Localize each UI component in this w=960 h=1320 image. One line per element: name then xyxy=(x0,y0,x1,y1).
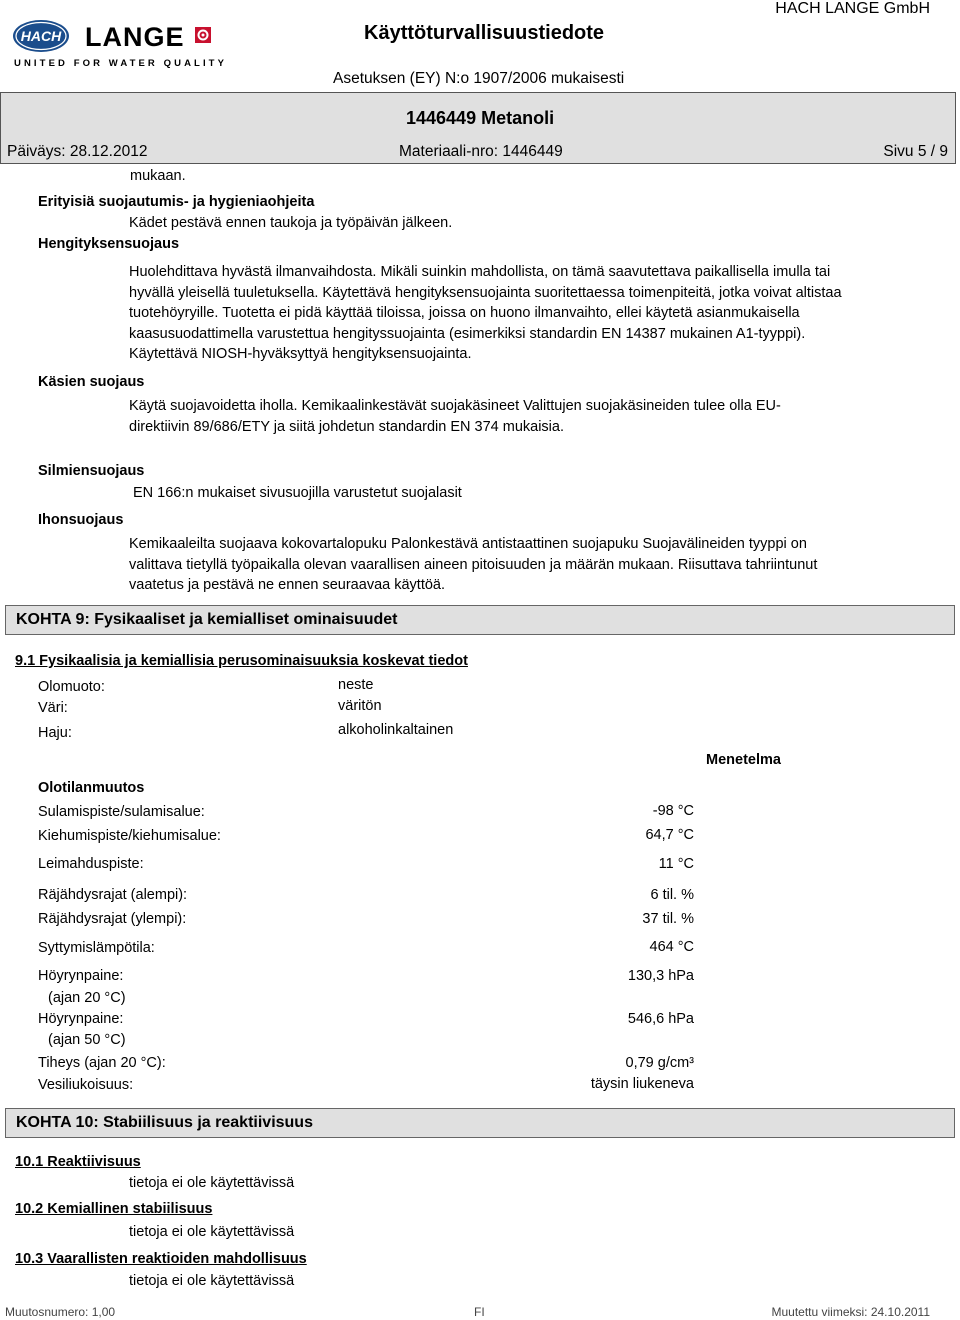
regulation-text: Asetuksen (EY) N:o 1907/2006 mukaisesti xyxy=(333,70,625,87)
section-10-title: KOHTA 10: Stabiilisuus ja reaktiivisuus xyxy=(5,1108,955,1138)
hach-logo-text: HACH xyxy=(20,28,62,44)
eye-protection-text: EN 166:n mukaiset sivusuojilla varustetut suojalasit xyxy=(133,485,462,501)
property-value: neste xyxy=(338,677,374,693)
property-label: Kiehumispiste/kiehumisalue: xyxy=(38,828,221,844)
footer-language: FI xyxy=(474,1305,485,1319)
property-value: väritön xyxy=(338,698,382,714)
footer-revision: Muutosnumero: 1,00 xyxy=(5,1305,116,1319)
hand-protection-heading: Käsien suojaus xyxy=(38,374,145,390)
property-value: 0,79 g/cm³ xyxy=(625,1055,694,1071)
property-label: Olomuoto: xyxy=(38,679,105,695)
property-value: 64,7 °C xyxy=(645,827,694,843)
property-label: Väri: xyxy=(38,700,68,716)
hygiene-text: Kädet pestävä ennen taukoja ja työpäivän jälkeen. xyxy=(129,215,453,231)
property-label: Syttymislämpötila: xyxy=(38,940,155,956)
product-name: 1446449 Metanoli xyxy=(406,108,555,128)
property-value: 37 til. % xyxy=(642,911,694,927)
respiratory-heading: Hengityksensuojaus xyxy=(38,236,180,252)
lange-target-icon xyxy=(195,27,211,43)
property-label: Höyrynpaine: xyxy=(38,1011,124,1027)
property-label: Haju: xyxy=(38,725,72,741)
document-title: Käyttöturvallisuustiedote xyxy=(364,22,605,44)
hygiene-heading: Erityisiä suojautumis- ja hygieniaohjeita xyxy=(38,194,315,210)
property-value: alkoholinkaltainen xyxy=(338,722,454,738)
property-value: -98 °C xyxy=(652,803,694,819)
page-number: Sivu 5 / 9 xyxy=(883,143,948,160)
property-value: 546,6 hPa xyxy=(627,1011,694,1027)
eye-protection-heading: Silmiensuojaus xyxy=(38,463,145,479)
section-9-title: KOHTA 9: Fysikaaliset ja kemialliset ominaisuudet xyxy=(5,605,955,635)
skin-protection-text: Kemikaaleilta suojaava kokovartalopuku Palonkestävä antistaattinen suojapuku Suojavälineiden tyyppi on valittava tietyllä työpaikalla olevan vaarallisen aineen pitoisuuden ja määrän mukaan. Riisuttava tahriintunut vaatetus ja pestävä ne ennen seuraavaa käyttöä. xyxy=(129,536,818,593)
property-value: 11 °C xyxy=(658,856,694,872)
property-sublabel: (ajan 20 °C) xyxy=(48,990,126,1006)
respiratory-text: Huolehdittava hyvästä ilmanvaihdosta. Mikäli suinkin mahdollista, on tämä saavutettava paikallisella imulla tai hyvällä yleisellä tuuletuksella. Käytettävä hengityksensuojainta suoritettaessa toimenpiteitä, jotka voivat altistaa tuotehöyryille. Tuotetta ei pidä käyttää tiloissa, joissa on huono ilmanvaihto, ellei käytetä asianmukaisella kaasusuodattimella varustettua hengityssuojainta (esimerkiksi standardin EN 14387 mukainen A1-tyyppi). Käytettävä NIOSH-hyväksyttyä hengityksensuojainta. xyxy=(129,264,842,362)
skin-protection-heading: Ihonsuojaus xyxy=(38,512,124,528)
property-value: 464 °C xyxy=(649,939,694,955)
section-10-2-text: tietoja ei ole käytettävissä xyxy=(129,1224,295,1240)
section-10-1-text: tietoja ei ole käytettävissä xyxy=(129,1175,295,1191)
footer-modified: Muutettu viimeksi: 24.10.2011 xyxy=(771,1305,930,1319)
property-value: 130,3 hPa xyxy=(627,968,694,984)
material-number: Materiaali-nro: 1446449 xyxy=(399,143,563,160)
tagline: UNITED FOR WATER QUALITY xyxy=(14,58,228,69)
hach-logo xyxy=(12,19,70,53)
lange-logo: LANGE xyxy=(85,22,185,52)
section-9-1-subtitle: 9.1 Fysikaalisia ja kemiallisia perusominaisuuksia koskevat tiedot xyxy=(15,653,468,669)
property-value: täysin liukeneva xyxy=(590,1076,694,1092)
property-label: Tiheys (ajan 20 °C): xyxy=(38,1055,166,1071)
property-label: Vesiliukoisuus: xyxy=(38,1077,134,1093)
method-column-header: Menetelma xyxy=(706,752,781,768)
date-label: Päiväys: 28.12.2012 xyxy=(7,143,148,160)
section-10-3-heading: 10.3 Vaarallisten reaktioiden mahdollisuus xyxy=(15,1251,307,1267)
property-sublabel: (ajan 50 °C) xyxy=(48,1032,126,1048)
continued-text: mukaan. xyxy=(130,168,186,184)
section-10-2-heading: 10.2 Kemiallinen stabiilisuus xyxy=(15,1201,213,1217)
property-value: 6 til. % xyxy=(650,887,694,903)
property-label: Sulamispiste/sulamisalue: xyxy=(38,804,205,820)
state-change-heading: Olotilanmuutos xyxy=(38,780,145,796)
hand-protection-text: Käytä suojavoidetta iholla. Kemikaalinkestävät suojakäsineet Valittujen suojakäsineiden tulee olla EU-direktiivin 89/686/ETY ja siitä johdetun standardin EN 374 mukaisia. xyxy=(129,398,781,435)
section-10-3-text: tietoja ei ole käytettävissä xyxy=(129,1273,295,1289)
property-label: Leimahduspiste: xyxy=(38,856,144,872)
property-label: Räjähdysrajat (ylempi): xyxy=(38,911,187,927)
section-10-1-heading: 10.1 Reaktiivisuus xyxy=(15,1154,141,1170)
property-label: Höyrynpaine: xyxy=(38,968,124,984)
company-name: HACH LANGE GmbH xyxy=(775,0,930,17)
property-label: Räjähdysrajat (alempi): xyxy=(38,887,188,903)
